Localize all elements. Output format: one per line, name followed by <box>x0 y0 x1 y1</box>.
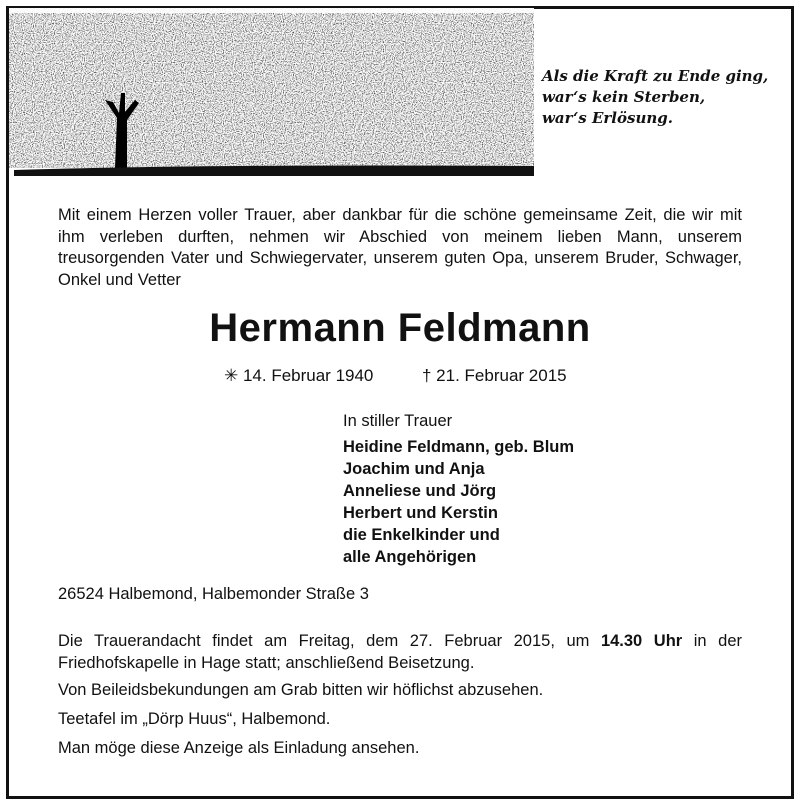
service-time: 14.30 Uhr <box>600 632 683 650</box>
poem-verse <box>542 66 782 129</box>
poem-line: Als die Kraft zu Ende ging, <box>542 67 769 85</box>
mourner-name: Anneliese und Jörg <box>343 482 497 500</box>
service-text-before: Die Trauerandacht findet am Freitag, dem 27. Februar 2015, um <box>58 632 601 650</box>
mourner-name: Heidine Feldmann, geb. Blum <box>343 438 575 456</box>
invitation-note: Man möge diese Anzeige als Einladung ansehen. <box>58 739 420 757</box>
condolence-note: Von Beileidsbekundungen am Grab bitten wir höflichst abzusehen. <box>58 681 544 699</box>
mourner-name: Herbert und Kerstin <box>343 504 498 522</box>
birth-date: ✳ 14. Februar 1940 <box>224 366 374 385</box>
mourning-heading: In stiller Trauer <box>343 412 453 430</box>
deceased-name: Hermann Feldmann <box>209 306 591 350</box>
mourner-name: die Enkelkinder und <box>343 526 500 544</box>
family-address: 26524 Halbemond, Halbemonder Straße 3 <box>58 585 369 603</box>
death-date: † 21. Februar 2015 <box>422 366 567 385</box>
mourners-list <box>343 436 574 568</box>
service-text-after: in der Friedhofskapelle in Hage statt; anschließend Beisetzung. <box>58 632 742 672</box>
service-paragraph <box>58 631 742 674</box>
poem-line: war‘s kein Sterben, <box>542 88 706 106</box>
poem-line: war‘s Erlösung. <box>542 109 673 127</box>
tree-landscape-image <box>9 8 534 176</box>
tea-gathering-note: Teetafel im „Dörp Huus“, Halbemond. <box>58 710 331 728</box>
mourner-name: alle Angehörigen <box>343 548 477 566</box>
mourner-name: Joachim und Anja <box>343 460 485 478</box>
intro-paragraph: Mit einem Herzen voller Trauer, aber dankbar für die schöne gemeinsame Zeit, die wir mit ihm verleben durften, nehmen wir Abschied von meinem lieben Mann, unserem treusorgenden Vater und Schwiegervater, unserem guten Opa, unserem Bruder, Schwager, Onkel und Vetter <box>58 206 742 289</box>
